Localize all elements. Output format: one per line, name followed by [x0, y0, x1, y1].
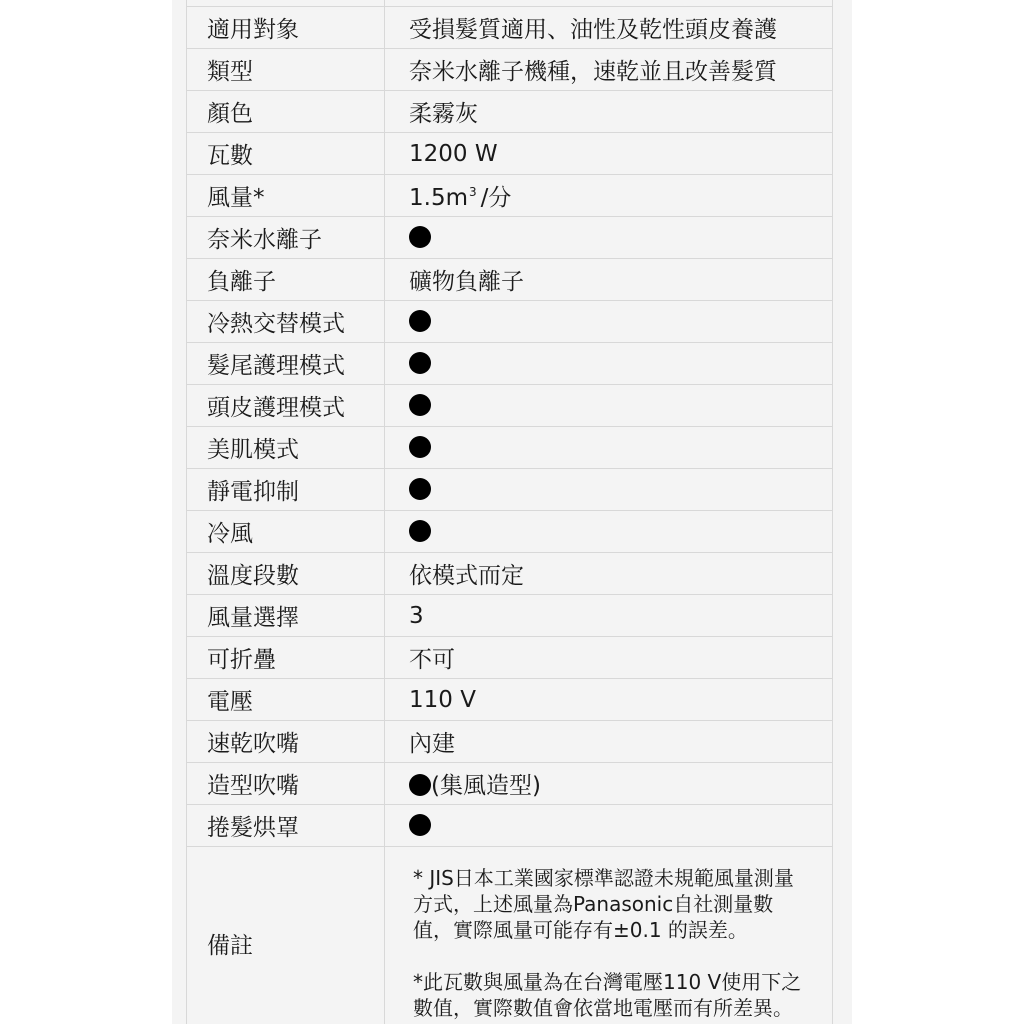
spec-value: 柔霧灰: [385, 91, 833, 133]
spec-value: [385, 385, 833, 427]
spec-label: 風量選擇: [187, 595, 385, 637]
spec-label: 髮尾護理模式: [187, 343, 385, 385]
spec-label: 美肌模式: [187, 427, 385, 469]
note-line: 數值，實際數值會依當地電壓而有所差異。: [413, 996, 793, 1020]
spec-value: [385, 301, 833, 343]
note-line: 方式，上述風量為Panasonic自社測量數: [413, 892, 774, 916]
spec-label: 風量*: [187, 175, 385, 217]
spec-value: [385, 175, 833, 217]
table-row: [187, 469, 833, 511]
feature-dot-icon: [409, 436, 431, 458]
spec-label: 適用對象: [187, 7, 385, 49]
spec-value: [385, 469, 833, 511]
spec-label: 靜電抑制: [187, 469, 385, 511]
spec-value: 奈米水離子機種，速乾並且改善髮質: [385, 49, 833, 91]
table-row: [187, 427, 833, 469]
spec-label: 類型: [187, 49, 385, 91]
table-row: [187, 301, 833, 343]
spec-label: 電壓: [187, 679, 385, 721]
spec-value: 依模式而定: [385, 553, 833, 595]
spec-value: [385, 511, 833, 553]
spec-value: 不可: [385, 637, 833, 679]
table-row: [187, 175, 833, 217]
table-row: [187, 49, 833, 91]
spec-table: [186, 0, 833, 1024]
feature-dot-icon: [409, 520, 431, 542]
spec-label: 頭皮護理模式: [187, 385, 385, 427]
table-row: [187, 91, 833, 133]
airflow-unit-superscript: 3: [468, 185, 477, 199]
spec-value: [385, 217, 833, 259]
spec-value: [385, 343, 833, 385]
spec-value: [385, 805, 833, 847]
spec-sheet: [186, 0, 833, 1024]
feature-dot-icon: [409, 774, 431, 796]
table-row: [187, 133, 833, 175]
feature-dot-icon: [409, 478, 431, 500]
spec-label: 奈米水離子: [187, 217, 385, 259]
spec-label: 冷熱交替模式: [187, 301, 385, 343]
feature-dot-icon: [409, 310, 431, 332]
feature-dot-icon: [409, 394, 431, 416]
note-line: *此瓦數與風量為在台灣電壓110 V使用下之: [413, 970, 802, 994]
table-row: [187, 637, 833, 679]
spec-value: 受損髮質適用、油性及乾性頭皮養護: [385, 7, 833, 49]
table-row: [187, 385, 833, 427]
spec-label: 捲髮烘罩: [187, 805, 385, 847]
notes-text: [385, 847, 833, 1024]
spec-value: 110 V: [385, 679, 833, 721]
note-spacer: [413, 943, 812, 969]
note-line: * JIS日本工業國家標準認證未規範風量測量: [413, 866, 794, 890]
spec-label: 負離子: [187, 259, 385, 301]
table-row: [187, 679, 833, 721]
spec-value: [385, 427, 833, 469]
airflow-value: 1.5m: [409, 185, 468, 211]
spec-label: 可折疊: [187, 637, 385, 679]
spec-value: 內建: [385, 721, 833, 763]
feature-dot-icon: [409, 226, 431, 248]
feature-dot-icon: [409, 352, 431, 374]
table-row: [187, 595, 833, 637]
spec-label: 瓦數: [187, 133, 385, 175]
spec-value: 礦物負離子: [385, 259, 833, 301]
table-row: [187, 259, 833, 301]
styling-nozzle-note: (集風造型): [431, 773, 541, 799]
spec-label: 溫度段數: [187, 553, 385, 595]
notes-row: [187, 847, 833, 1024]
spec-label: 顏色: [187, 91, 385, 133]
table-row: [187, 805, 833, 847]
note-line: 值，實際風量可能存有±0.1 的誤差。: [413, 918, 748, 942]
spec-label: 造型吹嘴: [187, 763, 385, 805]
spec-value: 1200 W: [385, 133, 833, 175]
table-row: [187, 763, 833, 805]
notes-label: 備註: [187, 847, 385, 1024]
table-row: [187, 7, 833, 49]
table-row: [187, 343, 833, 385]
spec-value: 3: [385, 595, 833, 637]
spec-label: 速乾吹嘴: [187, 721, 385, 763]
feature-dot-icon: [409, 814, 431, 836]
spec-value: [385, 763, 833, 805]
table-row: [187, 511, 833, 553]
airflow-unit: /分: [480, 185, 512, 211]
table-row: [187, 553, 833, 595]
table-row: [187, 721, 833, 763]
spec-label: 冷風: [187, 511, 385, 553]
table-row: [187, 217, 833, 259]
